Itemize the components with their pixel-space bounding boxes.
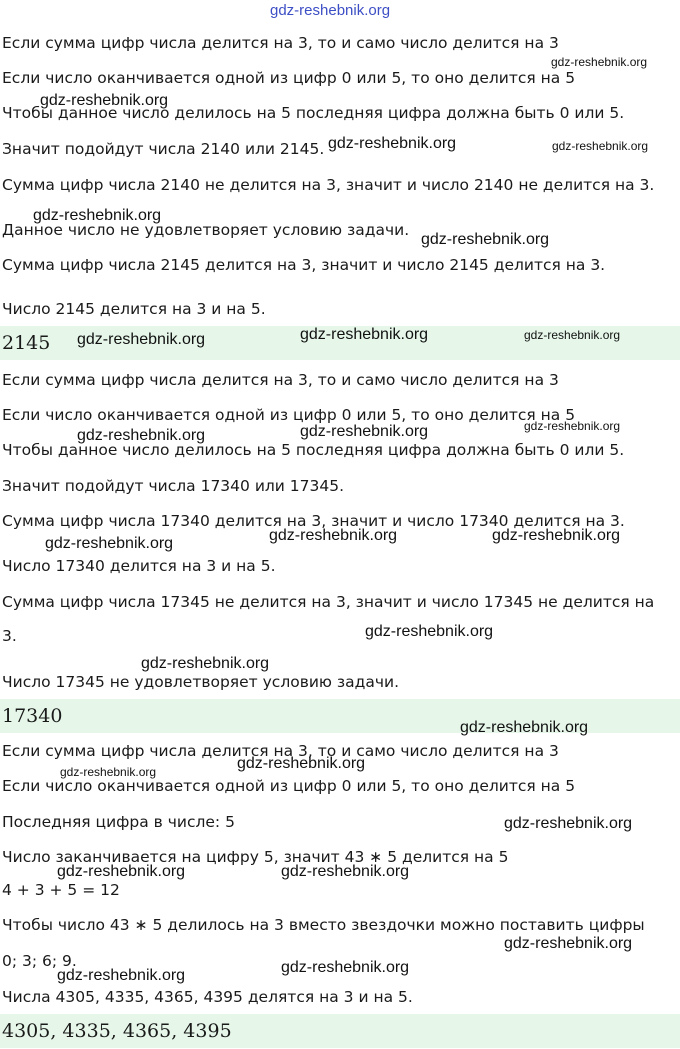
text-line: Если число оканчивается одной из цифр 0 или 5, то оно делится на 5 bbox=[2, 69, 576, 87]
answer-box: 4305, 4335, 4365, 4395 bbox=[0, 1014, 680, 1048]
watermark: gdz-reshebnik.org bbox=[300, 326, 429, 343]
answer-box: 17340 bbox=[0, 699, 680, 733]
watermark: gdz-reshebnik.org bbox=[237, 755, 366, 772]
watermark: gdz-reshebnik.org bbox=[281, 863, 410, 880]
watermark: gdz-reshebnik.org bbox=[552, 139, 649, 153]
watermark: gdz-reshebnik.org bbox=[328, 135, 457, 152]
text-line: Данное число не удовлетворяет условию задачи. bbox=[2, 221, 410, 239]
site-watermark-top: gdz-reshebnik.org bbox=[270, 2, 391, 19]
text-line: Число 2145 делится на 3 и на 5. bbox=[2, 300, 266, 318]
text-line: Число 17340 делится на 3 и на 5. bbox=[2, 557, 276, 575]
text-line: Число заканчивается на цифру 5, значит 43 ∗ 5 делится на 5 bbox=[2, 848, 509, 866]
watermark: gdz-reshebnik.org bbox=[57, 863, 186, 880]
text-line: Чтобы данное число делилось на 5 последняя цифра должна быть 0 или 5. bbox=[2, 441, 625, 459]
watermark: gdz-reshebnik.org bbox=[421, 231, 550, 248]
watermark: gdz-reshebnik.org bbox=[77, 427, 206, 444]
watermark: gdz-reshebnik.org bbox=[504, 935, 633, 952]
watermark: gdz-reshebnik.org bbox=[141, 655, 270, 672]
math-line: 4 + 3 + 5 = 12 bbox=[2, 881, 120, 899]
text-line: Сумма цифр числа 2145 делится на 3, значит и число 2145 делится на 3. bbox=[2, 256, 606, 274]
watermark: gdz-reshebnik.org bbox=[281, 959, 410, 976]
text-line: Если сумма цифр числа делится на 3, то и само число делится на 3 bbox=[2, 742, 559, 760]
watermark: gdz-reshebnik.org bbox=[57, 967, 186, 984]
text-line: Чтобы число 43 ∗ 5 делилось на 3 вместо звездочки можно поставить цифры bbox=[2, 916, 645, 934]
watermark: gdz-reshebnik.org bbox=[300, 423, 429, 440]
text-line: Если число оканчивается одной из цифр 0 или 5, то оно делится на 5 bbox=[2, 406, 576, 424]
watermark: gdz-reshebnik.org bbox=[504, 815, 633, 832]
watermark: gdz-reshebnik.org bbox=[269, 527, 398, 544]
watermark: gdz-reshebnik.org bbox=[524, 419, 621, 433]
watermark: gdz-reshebnik.org bbox=[524, 328, 621, 342]
text-line: Чтобы данное число делилось на 5 последняя цифра должна быть 0 или 5. bbox=[2, 104, 625, 122]
text-line: Последняя цифра в числе: 5 bbox=[2, 813, 235, 831]
text-line: Сумма цифр числа 17340 делится на 3, значит и число 17340 делится на 3. bbox=[2, 512, 625, 530]
watermark: gdz-reshebnik.org bbox=[45, 535, 174, 552]
watermark: gdz-reshebnik.org bbox=[460, 719, 589, 736]
watermark: gdz-reshebnik.org bbox=[365, 623, 494, 640]
text-line: Значит подойдут числа 17340 или 17345. bbox=[2, 477, 345, 495]
text-line: Значит подойдут числа 2140 или 2145. bbox=[2, 140, 325, 158]
text-line: Сумма цифр числа 17345 не делится на 3, значит и число 17345 не делится на bbox=[2, 593, 655, 611]
text-line: Если число оканчивается одной из цифр 0 или 5, то оно делится на 5 bbox=[2, 777, 576, 795]
text-line: 0; 3; 6; 9. bbox=[2, 952, 77, 970]
watermark: gdz-reshebnik.org bbox=[492, 527, 621, 544]
text-line: Числа 4305, 4335, 4365, 4395 делятся на 3 и на 5. bbox=[2, 988, 413, 1006]
text-line: 3. bbox=[2, 627, 17, 645]
watermark: gdz-reshebnik.org bbox=[40, 92, 169, 109]
answer-box: 2145 bbox=[0, 326, 680, 360]
watermark: gdz-reshebnik.org bbox=[551, 55, 648, 69]
text-line: Число 17345 не удовлетворяет условию задачи. bbox=[2, 673, 400, 691]
text-line: Если сумма цифр числа делится на 3, то и само число делится на 3 bbox=[2, 34, 559, 52]
watermark: gdz-reshebnik.org bbox=[60, 765, 157, 779]
text-line: Сумма цифр числа 2140 не делится на 3, значит и число 2140 не делится на 3. bbox=[2, 176, 655, 194]
text-line: Если сумма цифр числа делится на 3, то и само число делится на 3 bbox=[2, 371, 559, 389]
watermark: gdz-reshebnik.org bbox=[33, 207, 162, 224]
watermark: gdz-reshebnik.org bbox=[77, 331, 206, 348]
